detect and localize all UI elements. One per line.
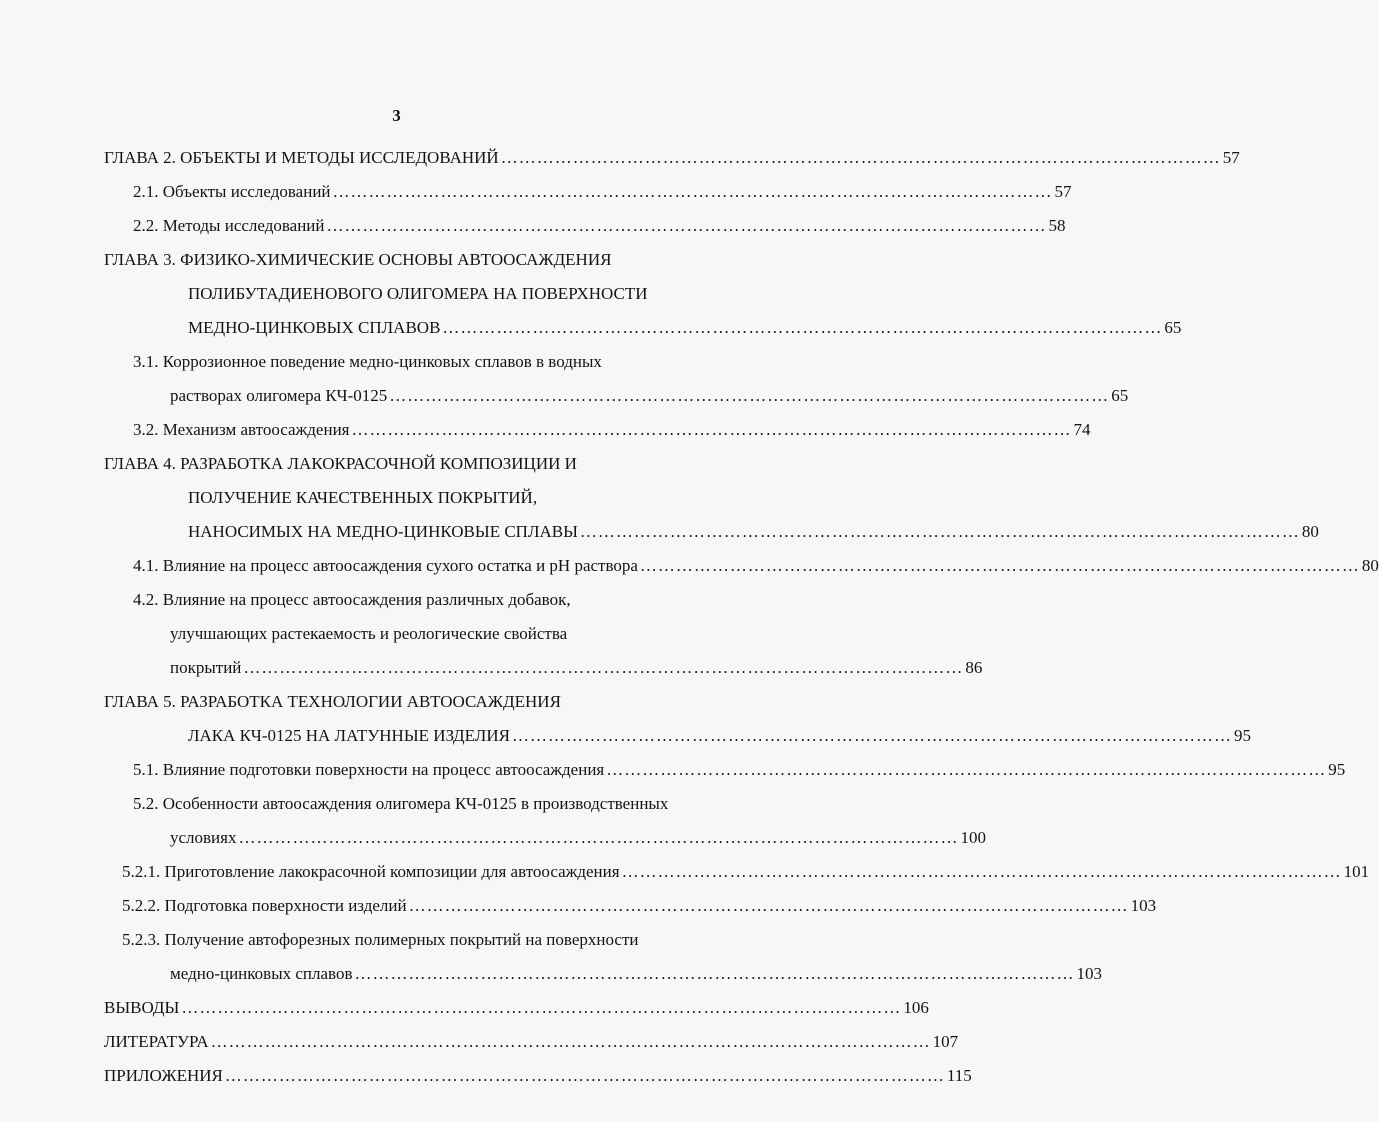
toc-entry-page: 101 [1343, 862, 1370, 881]
leader-dots: ………………………………………………………………………………………………………… [224, 1066, 945, 1085]
toc-entry-page: 80 [1361, 556, 1379, 575]
leader-dots: ………………………………………………………………………………………………………… [210, 1032, 931, 1051]
toc-entry-page: 57 [1222, 148, 1240, 167]
leader-dots: ………………………………………………………………………………………………………… [621, 862, 1342, 881]
toc-entry-chapter-3-line-1: ГЛАВА 3. ФИЗИКО-ХИМИЧЕСКИЕ ОСНОВЫ АВТООСАЖДЕНИЯ [104, 250, 612, 269]
toc-entry-chapter-5-line-1: ГЛАВА 5. РАЗРАБОТКА ТЕХНОЛОГИИ АВТООСАЖДЕНИЯ [104, 692, 561, 711]
toc-entry-appendices [104, 1066, 972, 1086]
toc-entry-3-1-line-1: 3.1. Коррозионное поведение медно-цинковых сплавов в водных [133, 352, 602, 371]
toc-entry-page: 106 [903, 998, 929, 1017]
toc-entry-page: 95 [1328, 760, 1346, 779]
toc-entry-text: ЛИТЕРАТУРА [104, 1032, 209, 1051]
toc-entry-text: покрытий [170, 658, 242, 677]
leader-dots: ………………………………………………………………………………………………………… [511, 726, 1232, 745]
toc-entry-text: медно-цинковых сплавов [170, 964, 353, 983]
toc-entry-4-2-line-2: улучшающих растекаемость и реологические свойства [170, 624, 568, 643]
leader-dots: ………………………………………………………………………………………………………… [326, 216, 1047, 235]
toc-entry-text: 2.2. Методы исследований [133, 216, 325, 235]
toc-entry-5-2-line-2 [170, 828, 986, 848]
leader-dots: ………………………………………………………………………………………………………… [243, 658, 964, 677]
leader-dots: ………………………………………………………………………………………………………… [579, 522, 1300, 541]
toc-entry-3-2 [133, 420, 1091, 440]
toc-entry-5-2-3-line-2 [170, 964, 1102, 984]
toc-entry-4-1 [133, 556, 1379, 576]
toc-entry-chapter-3-line-2: ПОЛИБУТАДИЕНОВОГО ОЛИГОМЕРА НА ПОВЕРХНОСТИ [188, 284, 648, 303]
toc-entry-chapter-5-line-2 [188, 726, 1251, 746]
toc-entry-chapter-2 [104, 148, 1240, 168]
toc-entry-2-2 [133, 216, 1066, 236]
toc-entry-2-1 [133, 182, 1072, 202]
toc-entry-chapter-4-line-3 [188, 522, 1319, 542]
toc-entry-text: ВЫВОДЫ [104, 998, 180, 1017]
toc-entry-text: 2.1. Объекты исследований [133, 182, 331, 201]
toc-entry-text: ЛАКА КЧ-0125 НА ЛАТУННЫЕ ИЗДЕЛИЯ [188, 726, 510, 745]
leader-dots: ………………………………………………………………………………………………………… [354, 964, 1075, 983]
toc-entry-page: 65 [1111, 386, 1129, 405]
leader-dots: ………………………………………………………………………………………………………… [639, 556, 1360, 575]
toc-entry-text: 5.2.2. Подготовка поверхности изделий [122, 896, 407, 915]
toc-entry-5-2-1 [122, 862, 1370, 882]
toc-entry-text: МЕДНО-ЦИНКОВЫХ СПЛАВОВ [188, 318, 441, 337]
leader-dots: ………………………………………………………………………………………………………… [389, 386, 1110, 405]
page-number: 3 [392, 106, 401, 125]
toc-entry-text: растворах олигомера КЧ-0125 [170, 386, 388, 405]
toc-entry-chapter-4-line-1: ГЛАВА 4. РАЗРАБОТКА ЛАКОКРАСОЧНОЙ КОМПОЗИЦИИ И [104, 454, 577, 473]
leader-dots: ………………………………………………………………………………………………………… [332, 182, 1053, 201]
toc-entry-page: 103 [1076, 964, 1102, 983]
toc-entry-4-2-line-1: 4.2. Влияние на процесс автоосаждения различных добавок, [133, 590, 571, 609]
leader-dots: ………………………………………………………………………………………………………… [238, 828, 959, 847]
leader-dots: ………………………………………………………………………………………………………… [442, 318, 1163, 337]
leader-dots: ………………………………………………………………………………………………………… [408, 896, 1129, 915]
toc-entry-text: ПРИЛОЖЕНИЯ [104, 1066, 223, 1085]
toc-entry-text: ГЛАВА 2. ОБЪЕКТЫ И МЕТОДЫ ИССЛЕДОВАНИЙ [104, 148, 499, 167]
toc-entry-page: 65 [1164, 318, 1182, 337]
toc-entry-5-2-3-line-1: 5.2.3. Получение автофорезных полимерных покрытий на поверхности [122, 930, 639, 949]
toc-entry-text: 3.2. Механизм автоосаждения [133, 420, 350, 439]
leader-dots: ………………………………………………………………………………………………………… [500, 148, 1221, 167]
toc-entry-4-2-line-3 [170, 658, 983, 678]
toc-entry-literature [104, 1032, 959, 1052]
toc-entry-page: 95 [1233, 726, 1251, 745]
toc-entry-page: 103 [1130, 896, 1157, 915]
toc-entry-5-2-line-1: 5.2. Особенности автоосаждения олигомера КЧ-0125 в производственных [133, 794, 669, 813]
toc-entry-5-2-2 [122, 896, 1157, 916]
toc-entry-text: условиях [170, 828, 237, 847]
toc-entry-page: 58 [1048, 216, 1066, 235]
toc-entry-3-1-line-2 [170, 386, 1129, 406]
toc-entry-page: 86 [965, 658, 983, 677]
toc-entry-page: 57 [1054, 182, 1072, 201]
toc-entry-page: 115 [946, 1066, 972, 1085]
toc-entry-chapter-3-line-3 [188, 318, 1182, 338]
toc-entry-page: 80 [1301, 522, 1319, 541]
leader-dots: ………………………………………………………………………………………………………… [606, 760, 1327, 779]
toc-entry-page: 100 [960, 828, 986, 847]
toc-entry-page: 74 [1073, 420, 1091, 439]
toc-entry-text: 4.1. Влияние на процесс автоосаждения сухого остатка и pH раствора [133, 556, 638, 575]
leader-dots: ………………………………………………………………………………………………………… [351, 420, 1072, 439]
toc-entry-text: 5.2.1. Приготовление лакокрасочной композиции для автоосаждения [122, 862, 620, 881]
toc-entry-chapter-4-line-2: ПОЛУЧЕНИЕ КАЧЕСТВЕННЫХ ПОКРЫТИЙ, [188, 488, 538, 507]
toc-entry-5-1 [133, 760, 1346, 780]
toc-entry-text: НАНОСИМЫХ НА МЕДНО-ЦИНКОВЫЕ СПЛАВЫ [188, 522, 578, 541]
leader-dots: ………………………………………………………………………………………………………… [181, 998, 902, 1017]
toc-entry-text: 5.1. Влияние подготовки поверхности на процесс автоосаждения [133, 760, 605, 779]
toc-entry-conclusions [104, 998, 929, 1018]
toc-entry-page: 107 [932, 1032, 959, 1051]
